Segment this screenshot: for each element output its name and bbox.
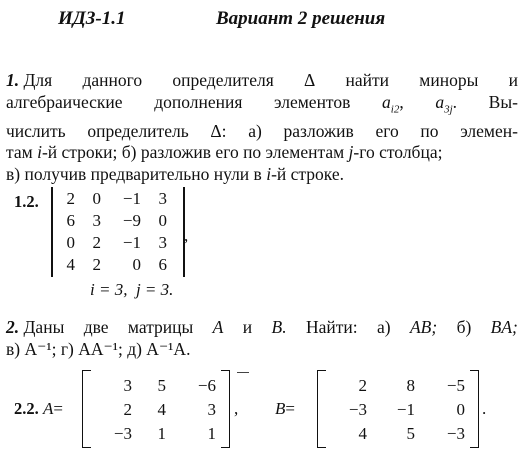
det-row: 2 0 −1 3 (66, 189, 167, 208)
matrix-b-row: −3 −1 0 (348, 400, 465, 419)
determinant (51, 187, 191, 277)
matrix-b-right-bracket (470, 370, 479, 448)
matrix-a-left-bracket (82, 370, 91, 448)
det-table (59, 188, 167, 276)
det-row: 6 3 −9 0 (66, 211, 167, 230)
task1-line-3: числить определитель Δ: а) разложив его по элемен- (6, 120, 518, 141)
task1-line-5: в) получив предварительно нули в i -й строке. (6, 163, 344, 184)
ij-values: i = 3, j = 3. (90, 280, 174, 299)
matrix-a-right-bracket (221, 370, 230, 448)
det-label: 1.2. (14, 192, 39, 211)
task2-paragraph (6, 316, 518, 360)
matrix-b-table (327, 374, 465, 446)
task1-paragraph (6, 70, 518, 185)
matrix-b-row: 4 5 −3 (358, 424, 465, 443)
task1-line-4: там i -й строки; б) разложив его по элементам j -го столбца; (6, 142, 443, 162)
task2-line-2: в) A⁻¹; г) AA⁻¹; д) A⁻¹A. (6, 339, 191, 359)
det-row: 0 2 −1 3 (66, 233, 167, 252)
matrix-a-comma: , (234, 399, 239, 418)
task2-number: 2. (6, 317, 20, 337)
task2-line-1: 2. Даны две матрицы A и B. Найти: а) AB; б) BA; (6, 317, 518, 337)
matrix-b-left-bracket (317, 370, 326, 448)
matrix-a-row: 3 5 −6 (123, 376, 216, 395)
matrix-a-row: 2 4 3 (123, 400, 216, 419)
det-row: 4 2 0 6 (66, 255, 167, 274)
matrices-label: 2.2. A= (14, 399, 63, 418)
matrix-a-table (92, 374, 216, 446)
task1-line-2: алгебраические дополнения элементов $a_{i2}$, $a_{3j}$. Вы- (6, 92, 518, 121)
task1-number: 1. (6, 70, 20, 90)
scan-mark (237, 372, 249, 373)
document-header (0, 8, 525, 34)
variant-title: Вариант 2 решения (216, 8, 386, 29)
matrix-a (82, 370, 230, 448)
det-left-bar (51, 187, 53, 277)
element-a-i2: $a_{i2}$, (382, 91, 404, 115)
assignment-code: ИДЗ-1.1 (58, 8, 126, 29)
matrix-b (317, 370, 479, 448)
matrix-a-row: −3 1 1 (113, 424, 216, 443)
det-comma: , (184, 226, 189, 245)
matrix-b-row: 2 8 −5 (358, 376, 465, 395)
matrix-b-period: . (482, 399, 487, 418)
task1-line-1: 1. Для данного определителя Δ найти миноры и (6, 70, 518, 90)
element-a-3j: $a_{3j}$. (435, 91, 458, 115)
matrix-b-label: B= (275, 399, 295, 418)
